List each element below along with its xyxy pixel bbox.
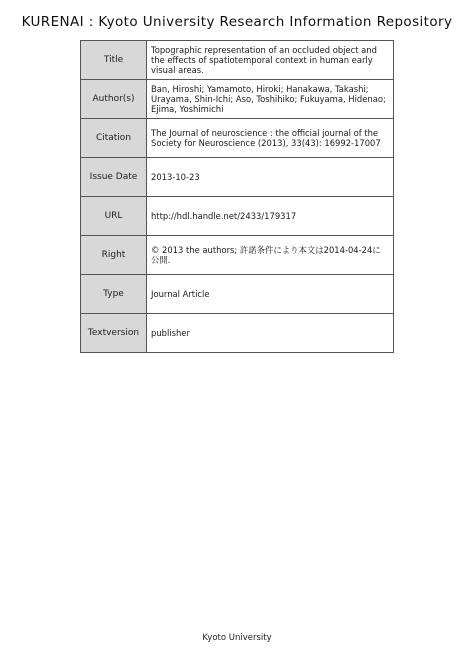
issue-date-text: 2013-10-23 [151, 172, 200, 182]
title-text: Topographic representation of an occluded object and the effects of spatiotemporal context in human early visual areas. [151, 45, 377, 75]
url-link[interactable]: http://hdl.handle.net/2433/179317 [151, 211, 297, 221]
metadata-table [80, 40, 394, 353]
row-label-right: Right [81, 236, 147, 275]
table-row-title [81, 41, 394, 80]
textversion-text: publisher [151, 328, 190, 338]
row-value-title [147, 41, 394, 80]
row-label-issue-date: Issue Date [81, 158, 147, 197]
table-row-citation [81, 119, 394, 158]
row-value-textversion [147, 314, 394, 353]
row-label-authors: Author(s) [81, 80, 147, 119]
row-label-citation: Citation [81, 119, 147, 158]
footer-institution: Kyoto University [202, 633, 272, 643]
row-label-type: Type [81, 275, 147, 314]
table-row-issue-date [81, 158, 394, 197]
row-label-url: URL [81, 197, 147, 236]
row-label-textversion: Textversion [81, 314, 147, 353]
table-row-textversion [81, 314, 394, 353]
row-value-right [147, 236, 394, 275]
row-label-title: Title [81, 41, 147, 80]
table-row-authors [81, 80, 394, 119]
authors-text: Ban, Hiroshi; Yamamoto, Hiroki; Hanakawa, Takashi; Urayama, Shin-Ichi; Aso, Toshihiko; Fukuyama, Hidenao; Ejima, Yoshimichi [151, 84, 386, 114]
repository-title: KURENAI : Kyoto University Research Information Repository [21, 14, 453, 30]
row-value-type [147, 275, 394, 314]
rights-text: © 2013 the authors; 許諾条件により本文は2014-04-24に公開. [151, 245, 381, 265]
row-value-issue-date [147, 158, 394, 197]
row-value-citation [147, 119, 394, 158]
row-value-authors [147, 80, 394, 119]
citation-text: The Journal of neuroscience : the official journal of the Society for Neuroscience (2013), 33(43): 16992-17007 [151, 128, 381, 148]
table-row-url [81, 197, 394, 236]
table-row-type [81, 275, 394, 314]
row-value-url[interactable] [147, 197, 394, 236]
type-text: Journal Article [151, 289, 210, 299]
table-row-right [81, 236, 394, 275]
